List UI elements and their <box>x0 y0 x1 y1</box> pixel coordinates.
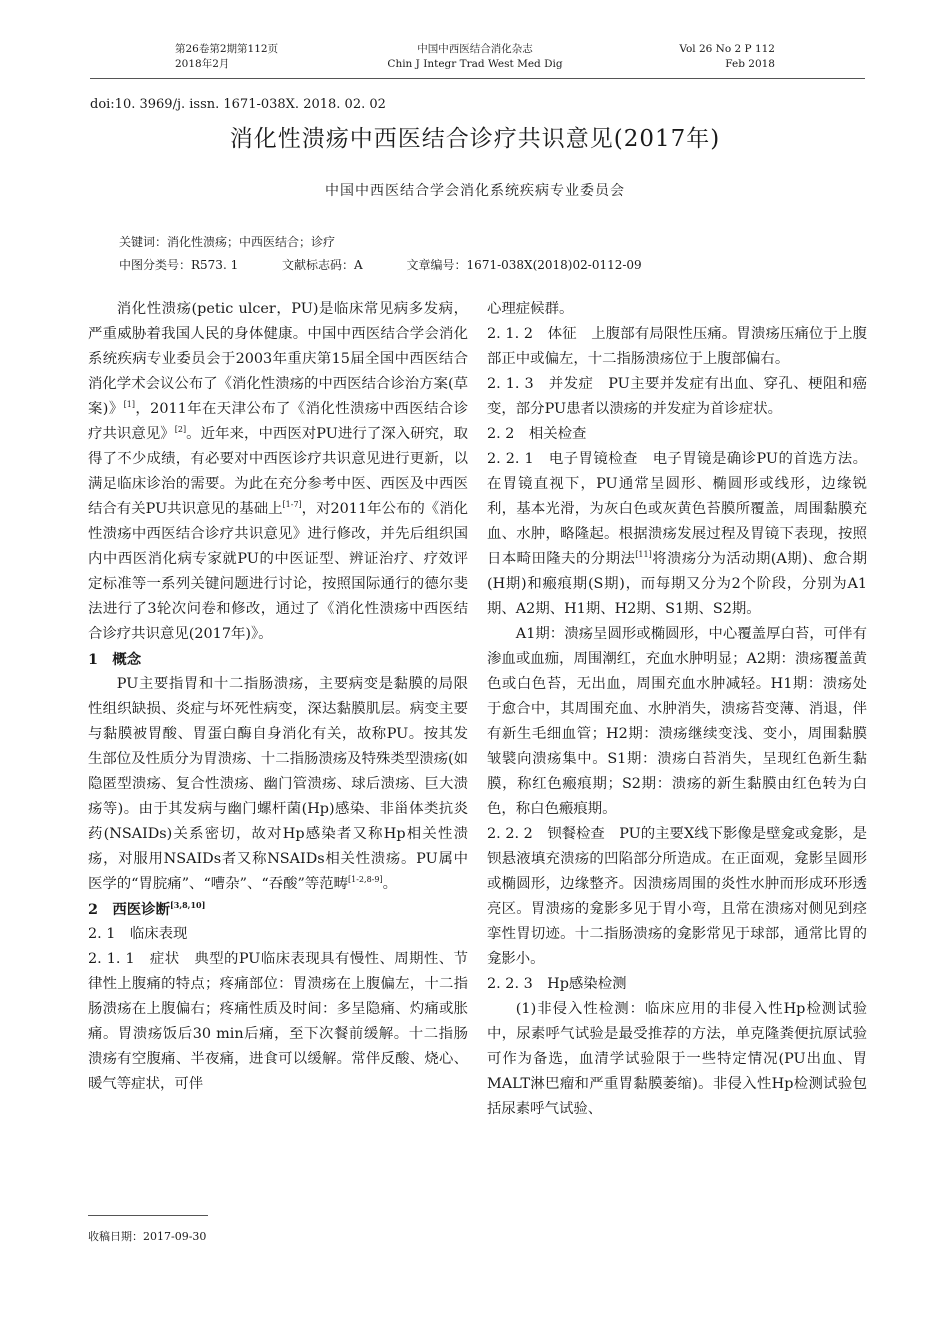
article-title: 消化性溃疡中西医结合诊疗共识意见(2017年) <box>229 126 721 152</box>
citation: [1] <box>123 400 135 410</box>
subsection-heading-clinical: 2. 1 临床表现 <box>88 926 188 942</box>
barium-paragraph: 2. 2. 2 钡餐检查 PU的主要X线下影像是壁龛或龛影，是钡悬液填充溃疡的凹陷部分所造成。在正面观，龛影呈圆形或椭圆形，边缘整齐。因溃疡周围的炎性水肿而形成环形透亮区。胃溃疡的龛影多见于胃小弯，且常在溃疡对侧见到痉挛性胃切迹。十二指肠溃疡的龛影常见于球部，通常比胃的龛影小。 <box>487 826 867 967</box>
received-date: 收稿日期：2017-09-30 <box>88 1230 207 1243</box>
journal-name-chinese: 中国中西医结合消化杂志 <box>417 43 533 55</box>
hp-paragraph: (1)非侵入性检测：临床应用的非侵入性Hp检测试验中，尿素呼气试验是最受推荐的方法，单克隆粪便抗原试验可作为备选，血清学试验限于一些特定情况(PU出血、胃MALT淋巴瘤和严重胃黏膜萎缩)。非侵入性Hp检测试验包括尿素呼气试验、 <box>487 1001 867 1117</box>
doi: doi:10. 3969/j. issn. 1671-038X. 2018. 02. 02 <box>90 97 386 112</box>
classification-line <box>119 256 682 273</box>
publication-date-english: Feb 2018 <box>725 58 775 70</box>
journal-name <box>0 42 950 72</box>
right-column <box>487 297 867 1122</box>
intro-paragraph: 消化性溃疡(petic ulcer，PU)是临床常见病多发病，严重威胁着我国人民的身体健康。中国中西医结合学会消化系统疾病专业委员会于2003年重庆第15届全国中西医结合消化学术会议公布了《消化性溃疡的中西医结合诊治方案(草案)》[1]，2011年在天津公布了《消化性溃疡中西医结合诊疗共识意见》[2]。近年来，中西医对PU进行了深入研究，取得了不少成绩，有必要对中西医诊疗共识意见进行更新，以满足临床诊治的需要。为此在充分参考中医、西医及中西医结合有关PU共识意见的基础上[1-7]，对2011年公布的《消化性溃疡中西医结合诊疗共识意见》进行修改，并先后组织国内中西医消化病专家就PU的中医证型、辨证治疗、疗效评定标准等一系列关键问题进行讨论，按照国际通行的德尔斐法进行了3轮次问卷和修改，通过了《消化性溃疡中西医结合诊疗共识意见(2017年)》。 <box>88 301 469 642</box>
citation: [2] <box>174 425 187 435</box>
subsection-heading-exams: 2. 2 相关检查 <box>487 426 587 442</box>
section-heading-concept: 1 概念 <box>88 651 142 668</box>
header-rule <box>90 78 865 79</box>
keywords: 关键词：消化性溃疡；中西医结合；诊疗 <box>119 235 336 249</box>
citation: [3,8,10] <box>169 900 206 911</box>
stage-paragraph: A1期：溃疡呈圆形或椭圆形，中心覆盖厚白苔，可伴有渗血或血痂，周围潮红，充血水肿明显；A2期：溃疡覆盖黄色或白色苔，无出血，周围充血水肿减轻。H1期：溃疡处于愈合中，其周围充血、水肿消失，溃疡苔变薄、消退，伴有新生毛细血管；H2期：溃疡继续变浅、变小，周围黏膜皱襞向溃疡集中。S1期：溃疡白苔消失，呈现红色新生黏膜，称红色瘢痕期；S2期：溃疡的新生黏膜由红色转为白色，称白色瘢痕期。 <box>487 626 867 817</box>
journal-volume-info-english <box>679 42 775 72</box>
symptoms-paragraph: 2. 1. 1 症状 典型的PU临床表现具有慢性、周期性、节律性上腹痛的特点；疼痛部位：胃溃疡在上腹偏左，十二指肠溃疡在上腹偏右；疼痛性质及时间：多呈隐痛、灼痛或胀痛。胃溃疡饭后30 min后痛，至下次餐前缓解。十二指肠溃疡有空腹痛、半夜痛，进食可以缓解。常伴反酸、烧心、暖气等症状，可伴 <box>88 951 468 1092</box>
journal-name-english: Chin J Integr Trad West Med Dig <box>387 58 563 70</box>
volume-issue-page: 第26卷第2期第112页 <box>175 43 279 55</box>
citation: [11] <box>635 550 652 560</box>
concept-paragraph: PU主要指胃和十二指肠溃疡，主要病变是黏膜的局限性组织缺损、炎症与坏死性病变，深达黏膜肌层。病变主要与黏膜被胃酸、胃蛋白酶自身消化有关，故称PU。按其发生部位及性质分为胃溃疡、十二指肠溃疡及特殊类型溃疡(如隐匿型溃疡、复合性溃疡、幽门管溃疡、球后溃疡、巨大溃疡等)。由于其发病与幽门螺杆菌(Hp)感染、非甾体类抗炎药(NSAIDs)关系密切，故对Hp感染者又称Hp相关性溃疡，对服用NSAIDs者又称NSAIDs相关性溃疡。PU属中医学的“胃脘痛”、“嘈杂”、“吞酸”等范畴[1-2,8-9]。 <box>88 676 468 892</box>
footnote-rule <box>88 1215 208 1216</box>
volume-issue-page-english: Vol 26 No 2 P 112 <box>679 43 775 55</box>
continued-text: 心理症候群。 <box>487 301 574 317</box>
signs-paragraph: 2. 1. 2 体征 上腹部有局限性压痛。胃溃疡压痛位于上腹部正中或偏左，十二指肠溃疡位于上腹部偏右。 <box>487 326 867 367</box>
citation: [1-7] <box>282 500 302 510</box>
left-column <box>88 297 468 1097</box>
citation: [1-2,8-9] <box>348 875 383 885</box>
endoscopy-paragraph: 2. 2. 1 电子胃镜检查 电子胃镜是确诊PU的首选方法。在胃镜直视下，PU通常呈圆形、椭圆形或线形，边缘锐利，基本光滑，为灰白色或灰黄色苔膜所覆盖，周围黏膜充血、水肿，略隆起。根据溃疡发展过程及胃镜下表现，按照日本畸田隆夫的分期法[11]将溃疡分为活动期(A期)、愈合期(H期)和瘢痕期(S期)，而每期又分为2个阶段，分别为A1期、A2期、H1期、H2期、S1期、S2期。 <box>487 451 867 617</box>
publication-date: 2018年2月 <box>175 58 230 70</box>
section-heading-diagnosis: 2 西医诊断[3,8,10] <box>88 900 206 918</box>
clc-number: 中图分类号：R573. 1 <box>119 258 239 272</box>
author-organization: 中国中西医结合学会消化系统疾病专业委员会 <box>325 183 625 199</box>
document-code: 文献标志码：A <box>282 258 363 272</box>
article-number: 文章编号：1671-038X(2018)02-0112-09 <box>406 258 642 272</box>
subsection-heading-hp: 2. 2. 3 Hp感染检测 <box>487 976 627 992</box>
complications-paragraph: 2. 1. 3 并发症 PU主要并发症有出血、穿孔、梗阻和癌变，部分PU患者以溃疡的并发症为首诊症状。 <box>487 376 867 417</box>
